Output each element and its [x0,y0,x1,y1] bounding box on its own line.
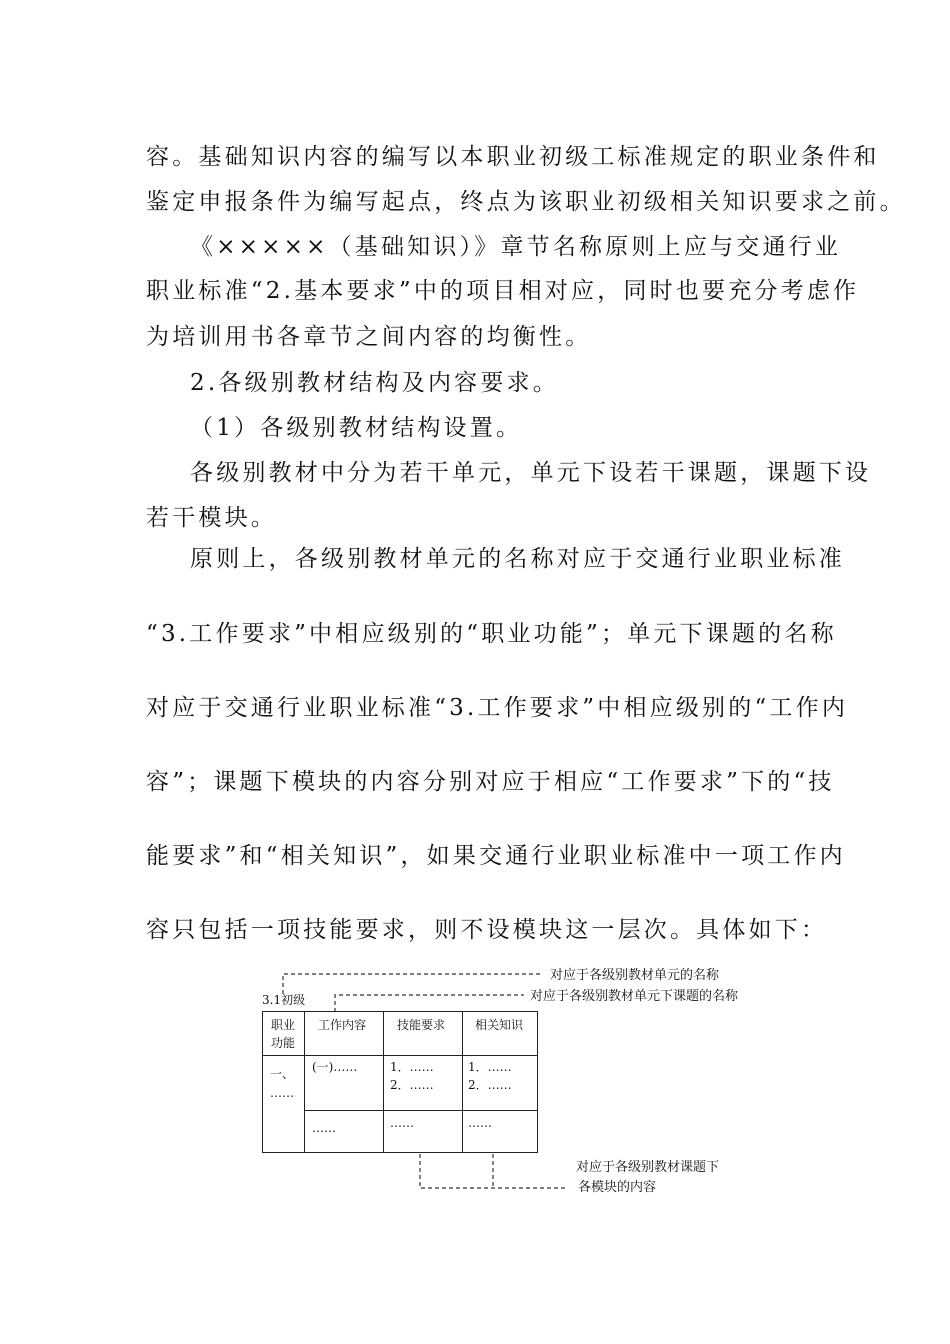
paragraph-line: 为培训用书各章节之间内容的均衡性。 [146,324,592,350]
header-related-knowledge: 相关知识 [474,1018,524,1032]
header-col1-line2: 功能 [270,1036,296,1050]
paragraph-line: “3.工作要求”中相应级别的“职业功能”；单元下课题的名称 [146,621,837,647]
level-label: 3.1初级 [262,993,306,1007]
annotation-topic: 对应于各级别教材单元下课题的名称 [530,989,739,1004]
paragraph-line: 容”；课题下模块的内容分别对应于相应“工作要求”下的“技 [146,769,835,795]
annotation-module-1: 对应于各级别教材课题下 [576,1160,720,1175]
row1-function-line2: …… [270,1086,294,1100]
topic-leader-line [335,995,524,1012]
row1-work-content: (一)…… [312,1060,358,1074]
row1-skill-2: 2．…… [390,1078,434,1092]
annotation-unit: 对应于各级别教材单元的名称 [550,968,720,983]
paragraph-line: 各级别教材中分为若干单元，单元下设若干课题，课题下设 [190,460,872,486]
paragraph-line: 鉴定申报条件为编写起点，终点为该职业初级相关知识要求之前。 [146,189,906,215]
section-heading: 2.各级别教材结构及内容要求。 [190,370,559,396]
row1-knowledge-2: 2．…… [468,1078,512,1092]
paragraph-line: 对应于交通行业职业标准“3.工作要求”中相应级别的“工作内 [146,695,849,721]
paragraph-line: 能要求”和“相关知识”，如果交通行业职业标准中一项工作内 [146,843,846,869]
paragraph-line: 容。基础知识内容的编写以本职业初级工标准规定的职业条件和 [146,144,880,170]
paragraph-line: 原则上，各级别教材单元的名称对应于交通行业职业标准 [190,546,845,572]
row2-skill: …… [390,1116,414,1130]
row2-work-content: …… [312,1121,336,1135]
annotation-module-2: 各模块的内容 [578,1180,657,1195]
row1-function-line1: 一、 [270,1067,295,1081]
paragraph-line: 容只包括一项技能要求，则不设模块这一层次。具体如下： [146,917,828,943]
row1-knowledge-1: 1．…… [468,1060,512,1074]
paragraph-line: 职业标准“2.基本要求”中的项目相对应，同时也要充分考虑作 [146,278,860,304]
unit-leader-line [283,974,542,994]
header-work-content: 工作内容 [317,1018,367,1032]
subsection-heading: （1）各级别教材结构设置。 [190,415,523,441]
paragraph-line: 《×××××（基础知识）》章节名称原则上应与交通行业 [190,234,842,260]
header-col1-line1: 职业 [270,1018,296,1032]
module-leader-line [420,1154,568,1188]
header-skill-requirements: 技能要求 [396,1018,446,1032]
row1-skill-1: 1．…… [390,1060,434,1074]
row2-knowledge: …… [468,1116,492,1130]
paragraph-line: 若干模块。 [146,505,277,531]
